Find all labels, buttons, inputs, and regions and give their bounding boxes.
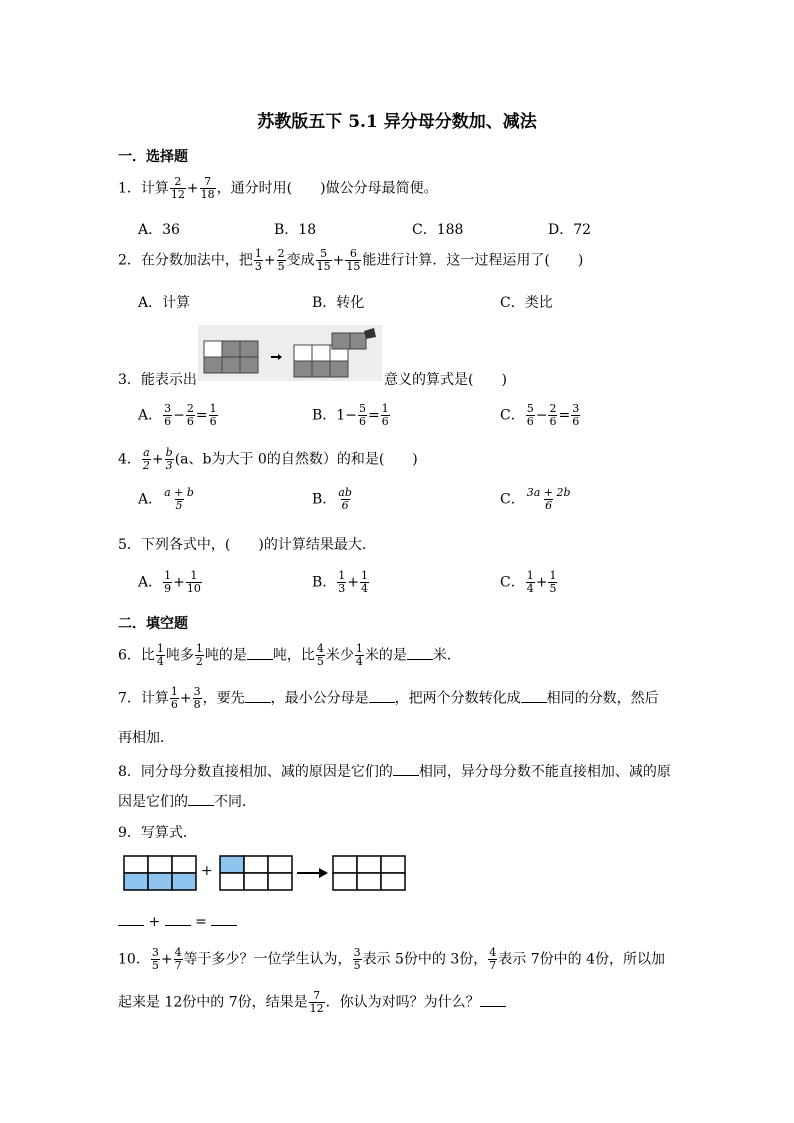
option-c: C． $\frac{3a + 2b}{6}$ [500,486,571,512]
question-2: 2．在分数加法中，把 $\frac{1}{3}$ + $\frac{2}{5}$ 变成 $\frac{5}{15}$ + $\frac{6}{15}$ 能进行计算．这一过程运用了( ) [118,247,584,273]
option-c: C． $\frac{5}{6}$ − $\frac{2}{6}$ = $\frac{3}{6}$ [500,402,580,428]
option-b: B．转化 [312,295,365,311]
question-3: 3．能表示出 [118,372,197,388]
option-c: C．类比 [500,295,553,311]
fraction: $\frac{6}{15}$ [346,247,361,273]
answer-blank[interactable] [165,913,191,926]
answer-blank[interactable] [407,647,433,660]
question-7-line2: 再相加． [118,730,174,746]
question-3-tail: 意义的算式是( ) [384,372,507,388]
option-a: A． $\frac{1}{9}$ + $\frac{1}{10}$ [138,569,201,595]
question-9: 9．写算式． [118,825,197,841]
option-c: C． $\frac{1}{4}$ + $\frac{1}{5}$ [500,569,557,595]
answer-blank[interactable] [393,763,419,776]
answer-blank[interactable] [480,994,506,1007]
option-b: B． $\frac{1}{3}$ + $\frac{1}{4}$ [312,569,369,595]
answer-blank[interactable] [369,690,395,703]
option-d: D．72 [548,222,592,238]
option-a: A． $\frac{3}{6}$ − $\frac{2}{6}$ = $\frac{1}{6}$ [138,402,217,428]
question-10-line2: 起来是 12份中的 7份，结果是 $\frac{7}{12}$ ．你认为对吗？为什么？ [118,990,506,1015]
answer-blank[interactable] [211,913,237,926]
page-title: 苏教版五下 5.1 异分母分数加、减法 [257,112,537,132]
section-heading-choice: 一．选择题 [118,149,188,165]
section-heading-fill: 二．填空题 [118,616,188,632]
question-number: 1． [118,180,141,197]
question-1: 1．计算 $\frac{2}{12}$ + $\frac{7}{18}$ ，通分时用( )做公分母最简便。 [118,175,438,201]
fraction: $\frac{2}{12}$ [170,175,185,201]
option-a: A． $\frac{a + b}{5}$ [138,486,194,512]
answer-blank[interactable] [118,913,144,926]
question-text: 计算 [140,180,169,197]
question-10: 10． $\frac{3}{5}$ + $\frac{4}{7}$ 等于多少？一位学生认为， $\frac{3}{5}$ 表示 5份中的 3份， $\frac{4}{7}$ 表示 7份中的 4份，所以加 [118,946,665,972]
plus-sign: + [201,863,213,879]
option-b: B． $\frac{ab}{6}$ [312,486,352,512]
fraction: $\frac{2}{5}$ [277,247,285,273]
fraction: $\frac{1}{3}$ [254,247,262,273]
fraction-figure [198,325,382,381]
answer-blank[interactable] [247,647,273,660]
question-6: 6．比 $\frac{1}{4}$ 吨多 $\frac{1}{2}$ 吨的是 吨，比 $\frac{4}{5}$ 米少 $\frac{1}{4}$ 米的是 米． [118,642,461,668]
question-8-line2: 因是它们的 不同． [118,794,256,810]
question-text: ，通分时用( )做公分母最简便。 [216,180,438,197]
option-a: A．36 [138,222,180,238]
question-8: 8．同分母分数直接相加、减的原因是它们的 相同，异分母分数不能直接相加、减的原 [118,764,671,780]
answer-blank[interactable] [245,690,271,703]
option-a: A．计算 [138,295,191,311]
answer-blank[interactable] [521,690,547,703]
fraction: $\frac{5}{15}$ [316,247,331,273]
option-b: B．18 [274,222,317,238]
formula-blanks: + = [118,913,237,930]
fraction: $\frac{7}{18}$ [200,175,215,201]
fraction-bar-figure [122,854,412,894]
answer-blank[interactable] [188,793,214,806]
question-4: 4． $\frac{a}{2}$ + $\frac{b}{3}$ (a、b为大于 0的自然数）的和是( ) [118,446,418,472]
question-7: 7．计算 $\frac{1}{6}$ + $\frac{3}{8}$ ，要先 ，最小公分母是 ，把两个分数转化成 相同的分数，然后 [118,685,659,711]
option-b: B．1− $\frac{5}{6}$ = $\frac{1}{6}$ [312,402,389,428]
question-5: 5．下列各式中，( )的计算结果最大． [118,537,376,553]
option-c: C．188 [412,222,464,238]
